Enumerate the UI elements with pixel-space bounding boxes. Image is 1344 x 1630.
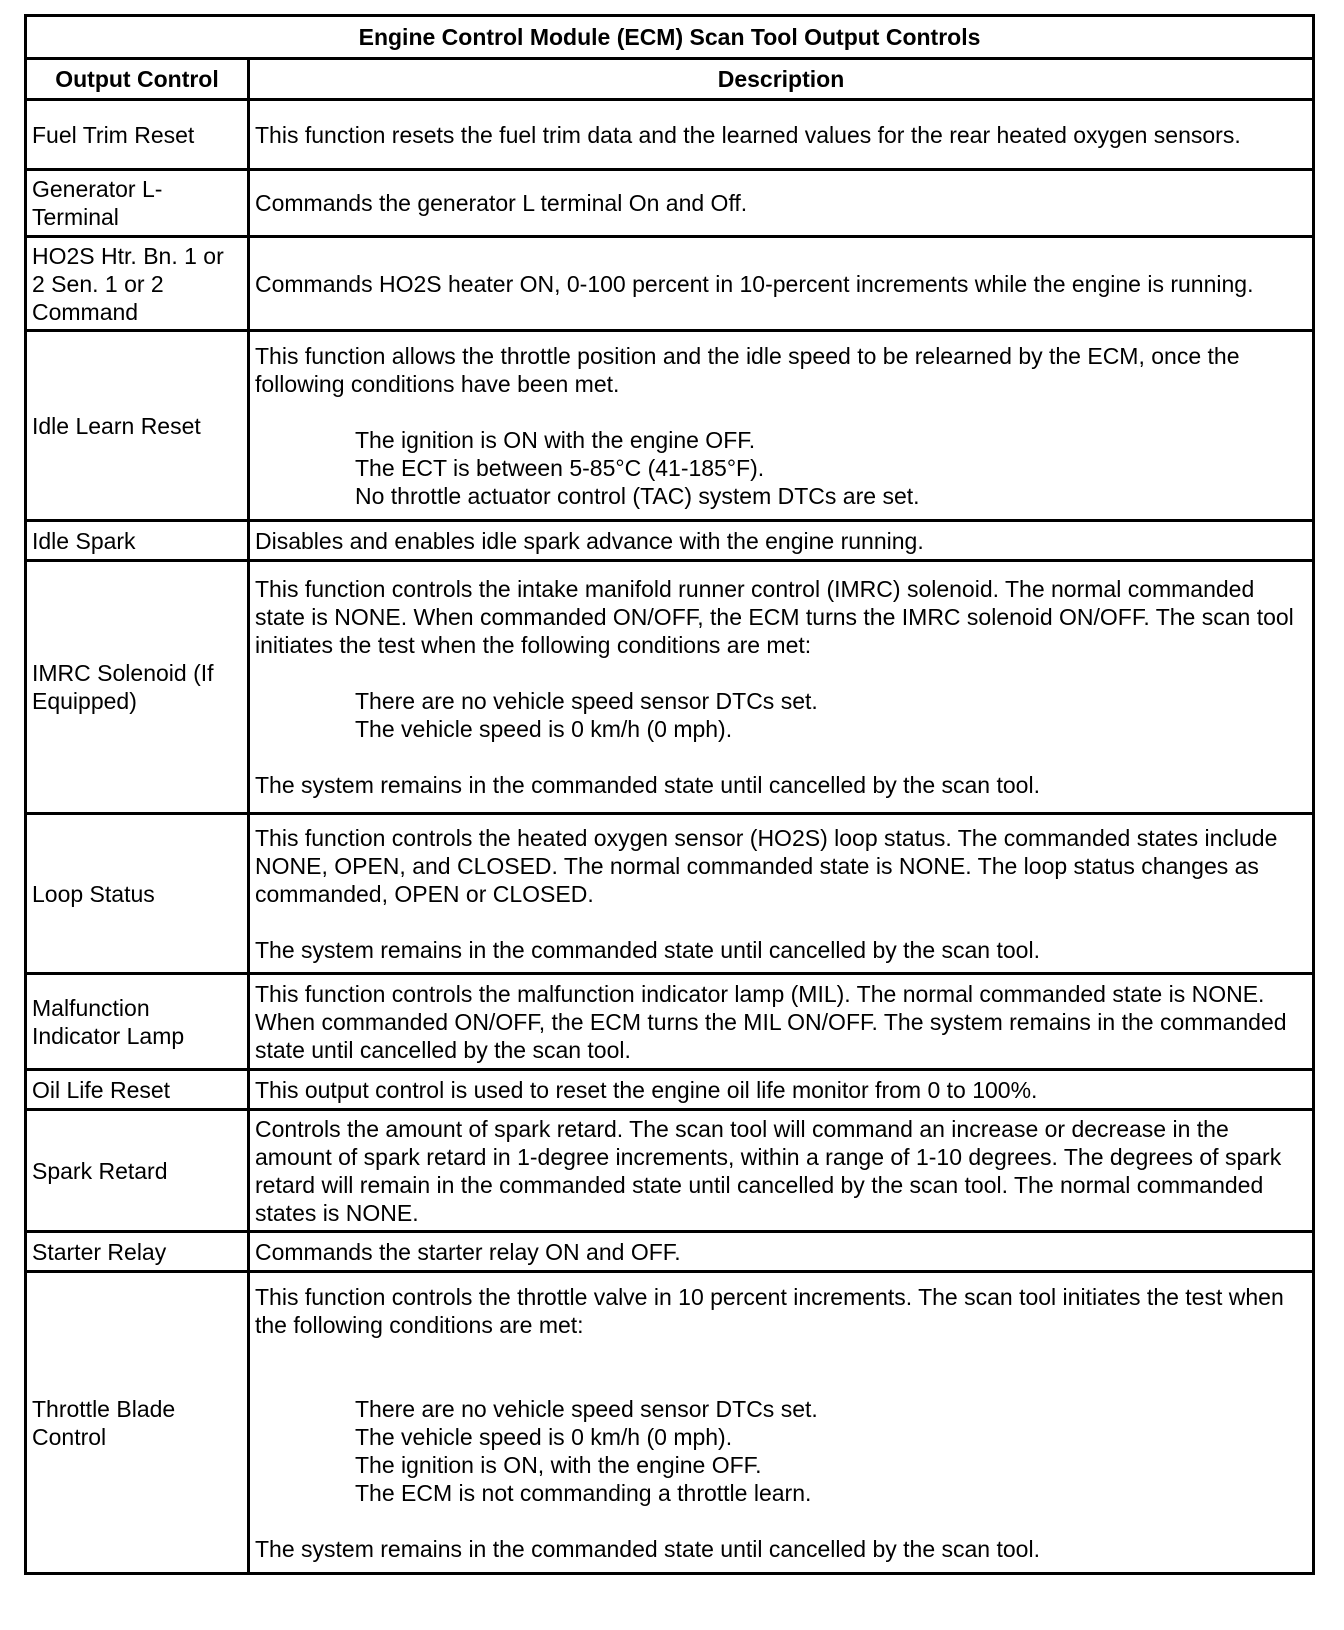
spacer bbox=[255, 659, 1307, 687]
row-name: Loop Status bbox=[26, 814, 249, 974]
description-text: This function controls the throttle valve in 10 percent increments. The scan tool initiates the test when the following conditions are met: bbox=[255, 1283, 1284, 1338]
condition-item: No throttle actuator control (TAC) system DTCs are set. bbox=[355, 482, 920, 509]
row-description bbox=[249, 521, 1314, 561]
description-text: This output control is used to reset the engine oil life monitor from 0 to 100%. bbox=[255, 1076, 1038, 1103]
description-text: This function allows the throttle position and the idle speed to be relearned by the ECM, once the following conditions have been met. bbox=[255, 342, 1240, 397]
table-row bbox=[26, 974, 1314, 1070]
row-description bbox=[249, 1272, 1314, 1574]
row-description bbox=[249, 170, 1314, 237]
row-description bbox=[249, 1110, 1314, 1232]
description-text: Commands HO2S heater ON, 0-100 percent in 10-percent increments while the engine is running. bbox=[255, 270, 1254, 297]
row-description bbox=[249, 814, 1314, 974]
table-row bbox=[26, 561, 1314, 814]
table-row bbox=[26, 1070, 1314, 1110]
row-description bbox=[249, 974, 1314, 1070]
table-row bbox=[26, 170, 1314, 237]
description-text: Commands the starter relay ON and OFF. bbox=[255, 1238, 681, 1265]
table-title-row bbox=[26, 16, 1314, 59]
table-row bbox=[26, 100, 1314, 170]
spacer bbox=[255, 908, 1307, 936]
table-row bbox=[26, 814, 1314, 974]
description-note: The system remains in the commanded state until cancelled by the scan tool. bbox=[255, 772, 1040, 798]
table-row bbox=[26, 331, 1314, 521]
description-note: The system remains in the commanded state until cancelled by the scan tool. bbox=[255, 936, 1040, 963]
output-controls-table bbox=[24, 14, 1315, 1575]
condition-item: There are no vehicle speed sensor DTCs set. bbox=[355, 1395, 818, 1422]
spacer bbox=[255, 398, 1307, 426]
row-name: IMRC Solenoid (If Equipped) bbox=[26, 561, 249, 814]
row-description bbox=[249, 331, 1314, 521]
row-description bbox=[249, 237, 1314, 331]
description-text: Disables and enables idle spark advance with the engine running. bbox=[255, 527, 924, 554]
column-header-description: Description bbox=[249, 59, 1314, 100]
description-note: The system remains in the commanded state until cancelled by the scan tool. bbox=[255, 1535, 1040, 1562]
row-name: Idle Spark bbox=[26, 521, 249, 561]
condition-item: The ignition is ON, with the engine OFF. bbox=[355, 1451, 762, 1478]
spacer bbox=[255, 743, 1307, 771]
row-name: Starter Relay bbox=[26, 1232, 249, 1272]
row-description bbox=[249, 100, 1314, 170]
table-row bbox=[26, 1110, 1314, 1232]
row-name: Generator L-Terminal bbox=[26, 170, 249, 237]
description-text: Commands the generator L terminal On and Off. bbox=[255, 190, 748, 216]
description-text: This function controls the malfunction indicator lamp (MIL). The normal commanded state is NONE. When commanded ON/OFF, the ECM turns the MIL ON/OFF. The system remains in the commanded state until cancelled by the scan tool. bbox=[255, 980, 1287, 1063]
table-header-row bbox=[26, 59, 1314, 100]
row-name: Spark Retard bbox=[26, 1110, 249, 1232]
table-row bbox=[26, 237, 1314, 331]
condition-item: The ECT is between 5-85°C (41-185°F). bbox=[355, 454, 765, 481]
condition-item: The ECM is not commanding a throttle learn. bbox=[355, 1479, 812, 1506]
table-row bbox=[26, 521, 1314, 561]
row-description bbox=[249, 1232, 1314, 1272]
condition-item: The vehicle speed is 0 km/h (0 mph). bbox=[355, 716, 733, 742]
description-text: This function controls the intake manifold runner control (IMRC) solenoid. The normal commanded state is NONE. When commanded ON/OFF, the ECM turns the IMRC solenoid ON/OFF. The scan tool initiates the test when the following conditions are met: bbox=[255, 576, 1294, 658]
row-description bbox=[249, 1070, 1314, 1110]
description-text: Controls the amount of spark retard. The scan tool will command an increase or decrease in the amount of spark retard in 1-degree increments, within a range of 1-10 degrees. The degrees of spark retard will remain in the commanded state until cancelled by the scan tool. The normal commanded states is NONE. bbox=[255, 1115, 1282, 1226]
row-name: Fuel Trim Reset bbox=[26, 100, 249, 170]
condition-item: There are no vehicle speed sensor DTCs set. bbox=[355, 688, 818, 714]
spacer bbox=[255, 1339, 1307, 1395]
row-description bbox=[249, 561, 1314, 814]
spacer bbox=[255, 1507, 1307, 1535]
table-title: Engine Control Module (ECM) Scan Tool Output Controls bbox=[26, 16, 1314, 59]
row-name: Oil Life Reset bbox=[26, 1070, 249, 1110]
description-text: This function controls the heated oxygen sensor (HO2S) loop status. The commanded states include NONE, OPEN, and CLOSED. The normal commanded state is NONE. The loop status changes as commanded, OPEN or CLOSED. bbox=[255, 824, 1278, 907]
condition-item: The vehicle speed is 0 km/h (0 mph). bbox=[355, 1423, 733, 1450]
row-name: Idle Learn Reset bbox=[26, 331, 249, 521]
row-name: Malfunction Indicator Lamp bbox=[26, 974, 249, 1070]
column-header-output-control: Output Control bbox=[26, 59, 249, 100]
table-row bbox=[26, 1272, 1314, 1574]
description-text: This function resets the fuel trim data and the learned values for the rear heated oxygen sensors. bbox=[255, 121, 1241, 148]
condition-item: The ignition is ON with the engine OFF. bbox=[355, 426, 756, 453]
row-name: HO2S Htr. Bn. 1 or 2 Sen. 1 or 2 Command bbox=[26, 237, 249, 331]
table-row bbox=[26, 1232, 1314, 1272]
row-name: Throttle Blade Control bbox=[26, 1272, 249, 1574]
